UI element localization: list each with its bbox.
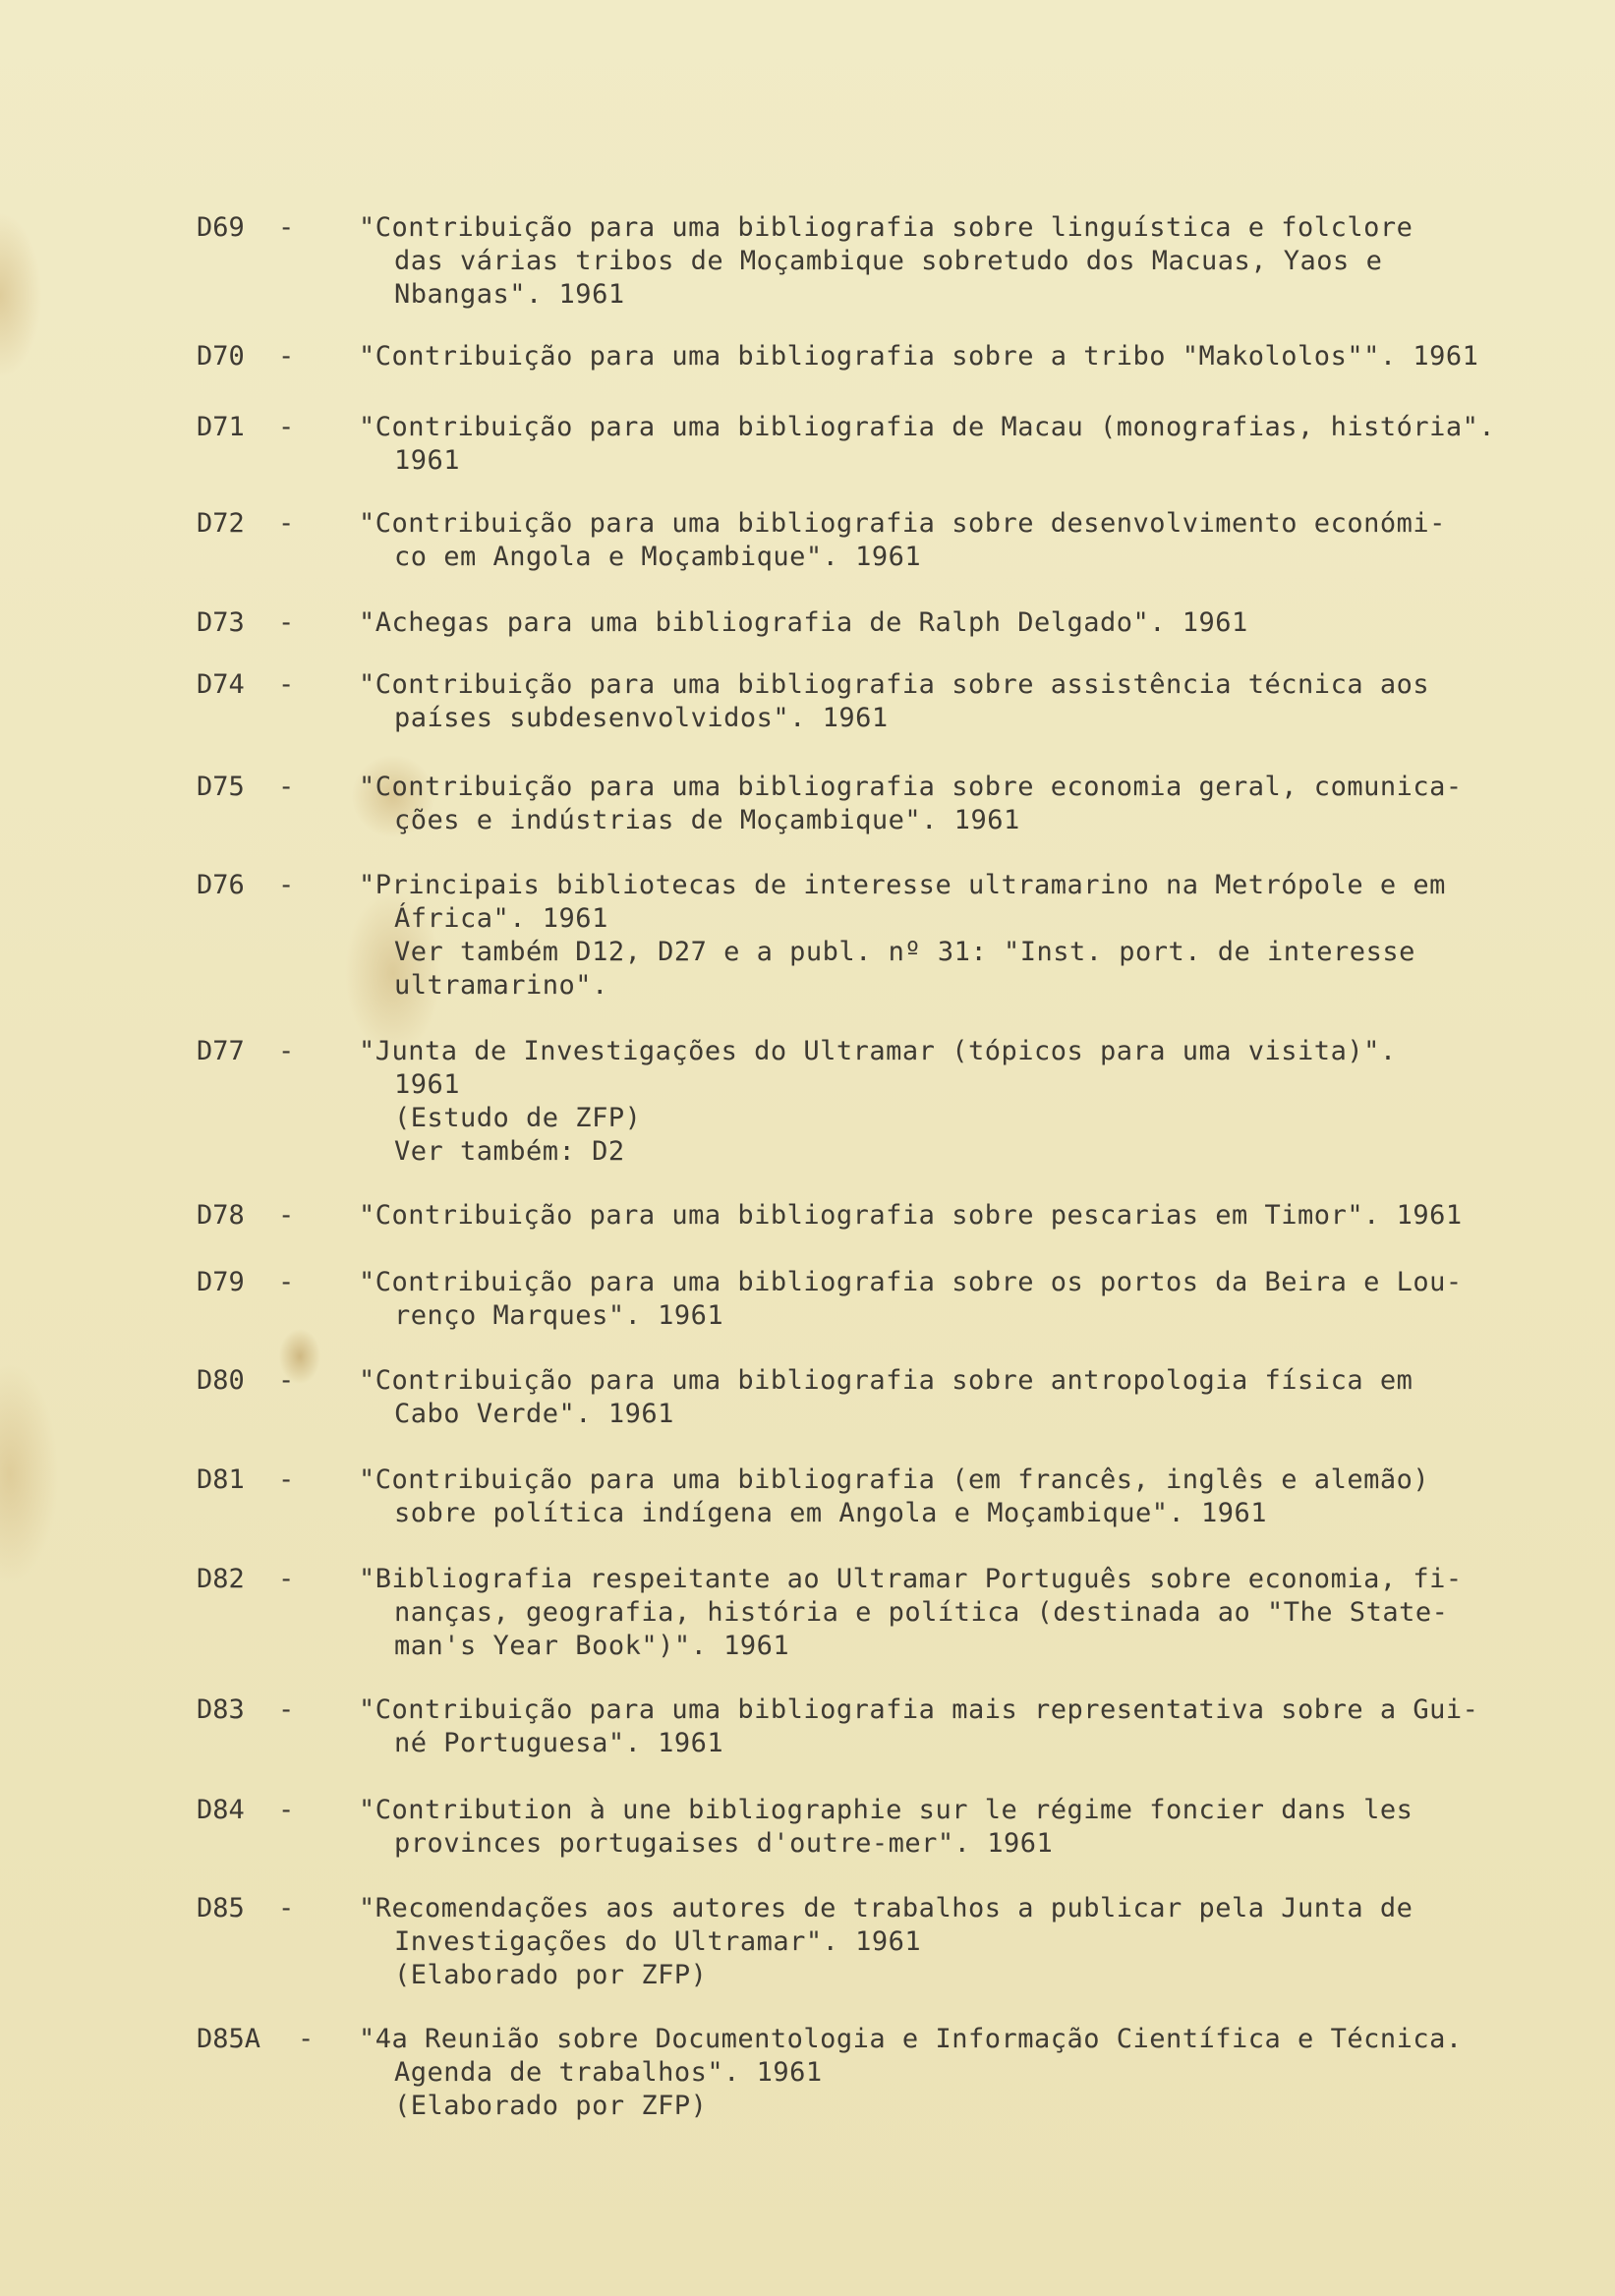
entry-line: "Contribuição para uma bibliografia sobre antropologia física em xyxy=(359,1365,1413,1396)
entry-code: D79 xyxy=(197,1267,245,1297)
entry-line: Investigações do Ultramar". 1961 xyxy=(394,1926,922,1957)
entry-dash: - xyxy=(278,1795,295,1825)
entry-line: "Contribuição para uma bibliografia sobre a tribo "Makololos"". 1961 xyxy=(359,341,1479,372)
entry-text xyxy=(359,1364,1568,1431)
entry-line: "Contribuição para uma bibliografia sobre pescarias em Timor". 1961 xyxy=(359,1200,1463,1231)
entry-text xyxy=(359,340,1568,373)
entry-dash: - xyxy=(278,1464,295,1495)
entry-line: "Contribuição para uma bibliografia sobre economia geral, comunica- xyxy=(359,772,1463,802)
entry-text xyxy=(359,1794,1568,1861)
entry-text xyxy=(359,668,1568,735)
entry-line: "Principais bibliotecas de interesse ultramarino na Metrópole e em xyxy=(359,870,1446,900)
entry-code: D78 xyxy=(197,1200,245,1231)
entry-line: países subdesenvolvidos". 1961 xyxy=(394,703,889,733)
entry-code: D76 xyxy=(197,870,245,900)
entry-code: D83 xyxy=(197,1694,245,1725)
entry-text xyxy=(359,411,1568,478)
entry-line: né Portuguesa". 1961 xyxy=(394,1728,724,1758)
entry-code: D69 xyxy=(197,212,245,243)
entry-code: D77 xyxy=(197,1036,245,1066)
entry-line: "Contribuição para uma bibliografia (em francês, inglês e alemão) xyxy=(359,1464,1430,1495)
entry-line: "Contribuição para uma bibliografia sobre os portos da Beira e Lou- xyxy=(359,1267,1463,1297)
entry-text xyxy=(359,1035,1568,1169)
entry-text xyxy=(359,1693,1568,1760)
entry-line: "Recomendações aos autores de trabalhos a publicar pela Junta de xyxy=(359,1893,1413,1923)
entry-line: 1961 xyxy=(394,445,461,476)
entry-dash: - xyxy=(278,669,295,700)
entry-text xyxy=(359,211,1568,312)
entry-dash: - xyxy=(278,870,295,900)
entry-code: D71 xyxy=(197,412,245,442)
entry-text xyxy=(359,1266,1568,1333)
entry-line: Ver também D12, D27 e a publ. nº 31: "Inst. port. de interesse xyxy=(394,937,1415,967)
entry-line: "Contribuição para uma bibliografia de Macau (monografias, história". xyxy=(359,412,1496,442)
entry-dash: - xyxy=(278,1267,295,1297)
entry-line: "Contribuição para uma bibliografia sobre desenvolvimento económi- xyxy=(359,508,1446,539)
entry-line: "Contribuição para uma bibliografia sobre linguística e folclore xyxy=(359,212,1413,243)
entry-dash: - xyxy=(278,508,295,539)
entry-line: "Achegas para uma bibliografia de Ralph Delgado". 1961 xyxy=(359,607,1248,638)
entry-dash: - xyxy=(278,1036,295,1066)
entry-line: "Bibliografia respeitante ao Ultramar Português sobre economia, fi- xyxy=(359,1564,1463,1594)
entry-text xyxy=(359,606,1568,640)
entry-dash: - xyxy=(278,1893,295,1923)
entry-dash: - xyxy=(298,2024,315,2054)
entry-dash: - xyxy=(278,412,295,442)
entry-text xyxy=(359,2023,1568,2123)
entry-line: (Elaborado por ZFP) xyxy=(394,2091,708,2121)
entry-line: provinces portugaises d'outre-mer". 1961 xyxy=(394,1828,1054,1859)
entry-line: "Junta de Investigações do Ultramar (tópicos para uma visita)". xyxy=(359,1036,1397,1066)
entry-dash: - xyxy=(278,772,295,802)
entry-code: D74 xyxy=(197,669,245,700)
entry-line: das várias tribos de Moçambique sobretudo dos Macuas, Yaos e xyxy=(394,246,1383,276)
entry-line: nanças, geografia, história e política (destinada ao "The State- xyxy=(394,1597,1449,1628)
entry-line: (Estudo de ZFP) xyxy=(394,1103,642,1133)
entry-text xyxy=(359,1563,1568,1663)
entry-line: co em Angola e Moçambique". 1961 xyxy=(394,542,922,572)
entry-dash: - xyxy=(278,341,295,372)
entry-code: D72 xyxy=(197,508,245,539)
entry-line: Ver também: D2 xyxy=(394,1136,625,1167)
entry-line: sobre política indígena em Angola e Moçambique". 1961 xyxy=(394,1498,1268,1528)
entry-line: Agenda de trabalhos". 1961 xyxy=(394,2057,823,2088)
entry-line: man's Year Book")". 1961 xyxy=(394,1631,790,1661)
entry-code: D84 xyxy=(197,1795,245,1825)
entry-code: D70 xyxy=(197,341,245,372)
entry-text xyxy=(359,1892,1568,1992)
entry-code: D73 xyxy=(197,607,245,638)
entry-line: "Contribuição para uma bibliografia mais representativa sobre a Gui- xyxy=(359,1694,1479,1725)
entry-line: Nbangas". 1961 xyxy=(394,279,625,310)
entry-code: D75 xyxy=(197,772,245,802)
entry-code: D81 xyxy=(197,1464,245,1495)
entry-line: ultramarino". xyxy=(394,970,608,1001)
entry-line: "Contribuição para uma bibliografia sobre assistência técnica aos xyxy=(359,669,1430,700)
entry-line: renço Marques". 1961 xyxy=(394,1300,724,1331)
entry-dash: - xyxy=(278,1694,295,1725)
entry-line: África". 1961 xyxy=(394,903,608,934)
entry-dash: - xyxy=(278,1200,295,1231)
entry-line: "4a Reunião sobre Documentologia e Informação Científica e Técnica. xyxy=(359,2024,1463,2054)
entry-dash: - xyxy=(278,212,295,243)
entry-dash: - xyxy=(278,1564,295,1594)
entry-dash: - xyxy=(278,1365,295,1396)
entry-text xyxy=(359,507,1568,574)
entry-line: 1961 xyxy=(394,1069,461,1100)
entry-line: ções e indústrias de Moçambique". 1961 xyxy=(394,805,1020,835)
entry-code: D85 xyxy=(197,1893,245,1923)
entry-text xyxy=(359,1199,1568,1233)
entry-code: D82 xyxy=(197,1564,245,1594)
entry-code: D85A xyxy=(197,2024,261,2054)
entry-line: Cabo Verde". 1961 xyxy=(394,1399,674,1429)
entry-text xyxy=(359,1464,1568,1530)
entry-code: D80 xyxy=(197,1365,245,1396)
entry-text xyxy=(359,771,1568,837)
entry-line: "Contribution à une bibliographie sur le régime foncier dans les xyxy=(359,1795,1413,1825)
entry-text xyxy=(359,869,1568,1003)
entry-line: (Elaborado por ZFP) xyxy=(394,1960,708,1990)
entry-dash: - xyxy=(278,607,295,638)
